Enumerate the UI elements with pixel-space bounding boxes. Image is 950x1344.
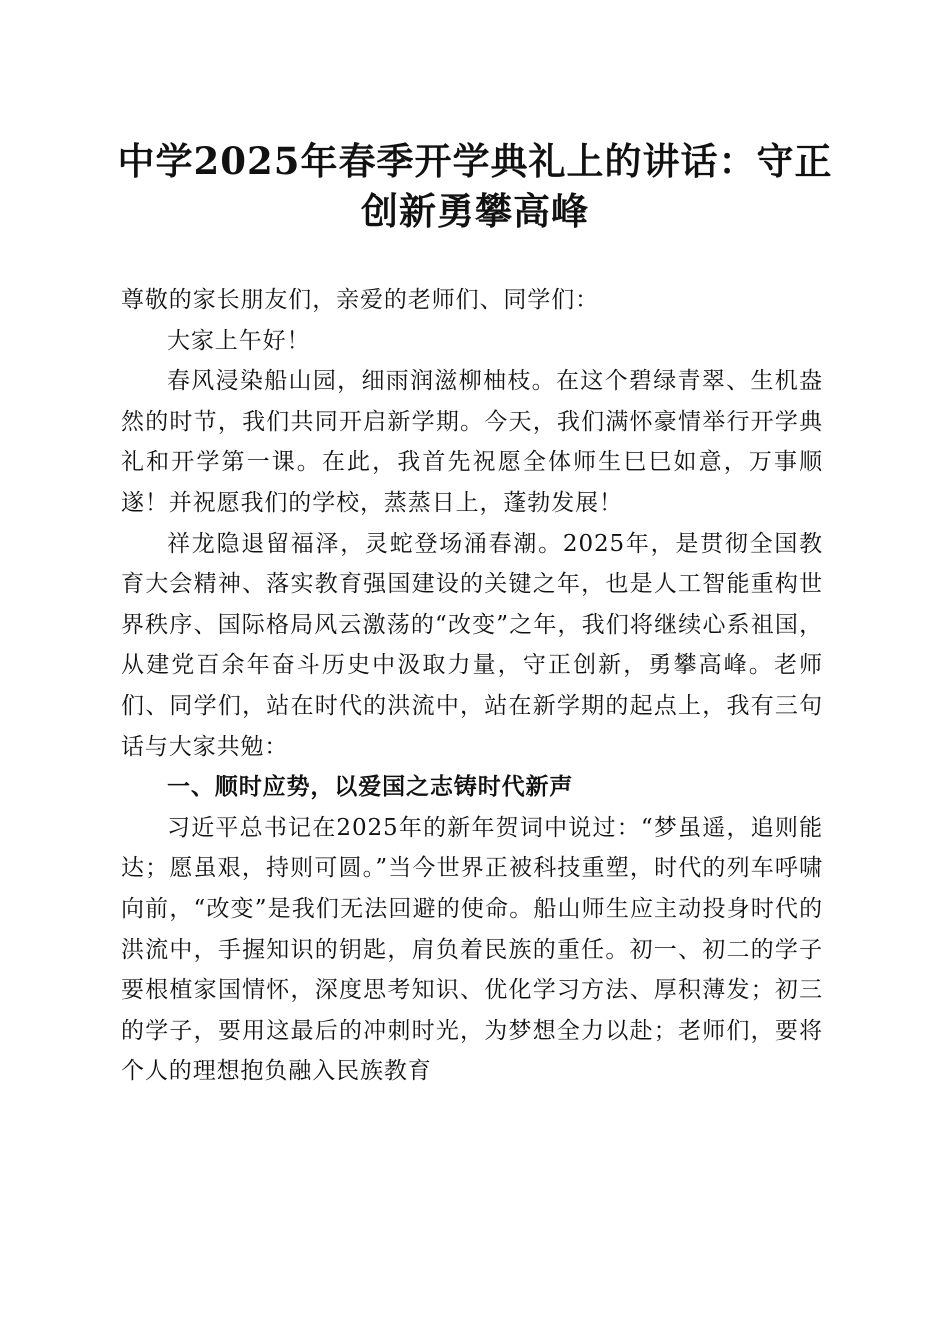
section-heading: 一、顺时应势，以爱国之志铸时代新声 <box>167 774 574 801</box>
greeting: 大家上午好！ <box>167 327 311 354</box>
document-body <box>121 280 823 1092</box>
paragraph: 习近平总书记在2025年的新年贺词中说过：“梦虽遥，追则能达；愿虽艰，持则可圆。”当今世界正被科技重塑，时代的列车呼啸向前，“改变”是我们无法回避的使命。船山师生应主动投身时代的洪流中，手握知识的钥匙，肩负着民族的重任。初一、初二的学子要根植家国情怀，深度思考知识、优化学习方法、厚积薄发；初三的学子，要用这最后的冲刺时光，为梦想全力以赴；老师们，要将个人的理想抱负融入民族教育 <box>121 814 823 1085</box>
paragraph: 祥龙隐退留福泽，灵蛇登场涌春潮。2025年，是贯彻全国教育大会精神、落实教育强国建设的关键之年，也是人工智能重构世界秩序、国际格局风云激荡的“改变”之年，我们将继续心系祖国，从建党百余年奋斗历史中汲取力量，守正创新，勇攀高峰。老师们、同学们，站在时代的洪流中，站在新学期的起点上，我有三句话与大家共勉： <box>121 530 823 760</box>
salutation: 尊敬的家长朋友们，亲爱的老师们、同学们： <box>121 287 599 313</box>
document-title: 中学2025年春季开学典礼上的讲话：守正创新勇攀高峰 <box>117 139 833 233</box>
paragraph: 春风浸染船山园，细雨润滋柳柚枝。在这个碧绿青翠、生机盎然的时节，我们共同开启新学期。今天，我们满怀豪情举行开学典礼和开学第一课。在此，我首先祝愿全体师生巳巳如意，万事顺遂！并祝愿我们的学校，蒸蒸日上，蓬勃发展！ <box>121 368 823 516</box>
